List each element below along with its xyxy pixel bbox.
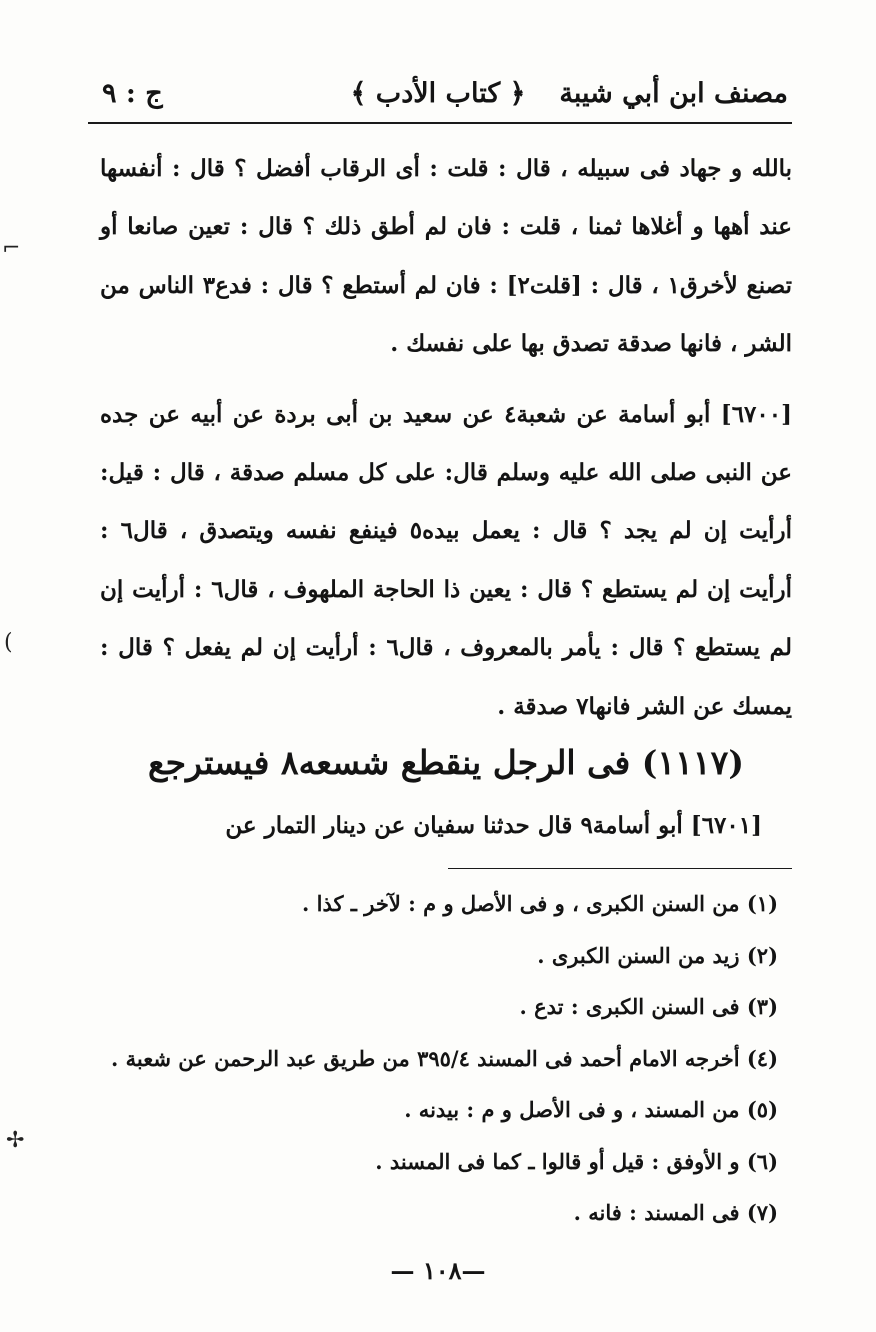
paragraph-1: بالله و جهاد فى سبيله ، قال : قلت : أى الرقاب أفضل ؟ قال : أنفسها عند أهها و أغلاها ثمنا ، قلت : فان لم أطق ذلك ؟ قال : تعين صانعا أو تصنع لأخرق١ ، قال : [قلت٢] : فان لم أستطع ؟ قال : فدع٣ الناس من الشر ، فانها صدقة تصدق بها على نفسك . bbox=[100, 155, 793, 358]
page-number: —١٠٨ — bbox=[390, 1256, 486, 1285]
volume-number: ج : ٩ bbox=[102, 78, 163, 109]
footnotes bbox=[100, 878, 778, 1239]
footnote-7: (٧) فى المسند : فانه . bbox=[573, 1200, 778, 1225]
margin-bracket-icon: ( bbox=[4, 630, 13, 655]
footnote-1: (١) من السنن الكبرى ، و فى الأصل و م : لآخر ـ كذا . bbox=[302, 891, 778, 916]
main-text bbox=[100, 140, 792, 736]
chapter-heading: (١١١٧) فى الرجل ينقطع شسعه٨ فيسترجع bbox=[148, 743, 744, 782]
page-header bbox=[88, 70, 788, 122]
footnote-5: (٥) من المسند ، و فى الأصل و م : بيدنه . bbox=[404, 1097, 778, 1122]
margin-mark-icon: ⌐ bbox=[2, 236, 21, 261]
header-divider bbox=[88, 122, 792, 124]
chapter-first-line: [٦٧٠١] أبو أسامة٩ قال حدثنا سفيان عن دينار التمار عن bbox=[225, 812, 762, 839]
paragraph-2: [٦٧٠٠] أبو أسامة عن شعبة٤ عن سعيد بن أبى بردة عن أبيه عن جده عن النبى صلى الله عليه وسلم قال: على كل مسلم صدقة ، قال : قيل: أرأيت إن لم يجد ؟ قال : يعمل بيده٥ فينفع نفسه ويتصدق ، قال٦ : أرأيت إن لم يستطع ؟ قال : يعين ذا الحاجة الملهوف ، قال٦ : أرأيت إن لم يستطع ؟ قال : يأمر بالمعروف ، قال٦ : أرأيت إن لم يفعل ؟ قال : يمسك عن الشر فانها٧ صدقة . bbox=[100, 400, 793, 720]
margin-star-icon: ✢ bbox=[6, 1128, 25, 1153]
footnote-divider bbox=[448, 868, 792, 869]
section-title: ﴿ كتاب الأدب ﴾ bbox=[350, 78, 526, 109]
book-title: مصنف ابن أبي شيبة bbox=[559, 78, 788, 109]
footnote-3: (٣) فى السنن الكبرى : تدع . bbox=[519, 994, 778, 1019]
footnote-4: (٤) أخرجه الامام أحمد فى المسند ٣٩٥/٤ من طريق عبد الرحمن عن شعبة . bbox=[111, 1045, 778, 1071]
footnote-6: (٦) و الأوفق : قيل أو قالوا ـ كما فى المسند . bbox=[375, 1148, 778, 1174]
footnote-2: (٢) زيد من السنن الكبرى . bbox=[537, 942, 778, 968]
